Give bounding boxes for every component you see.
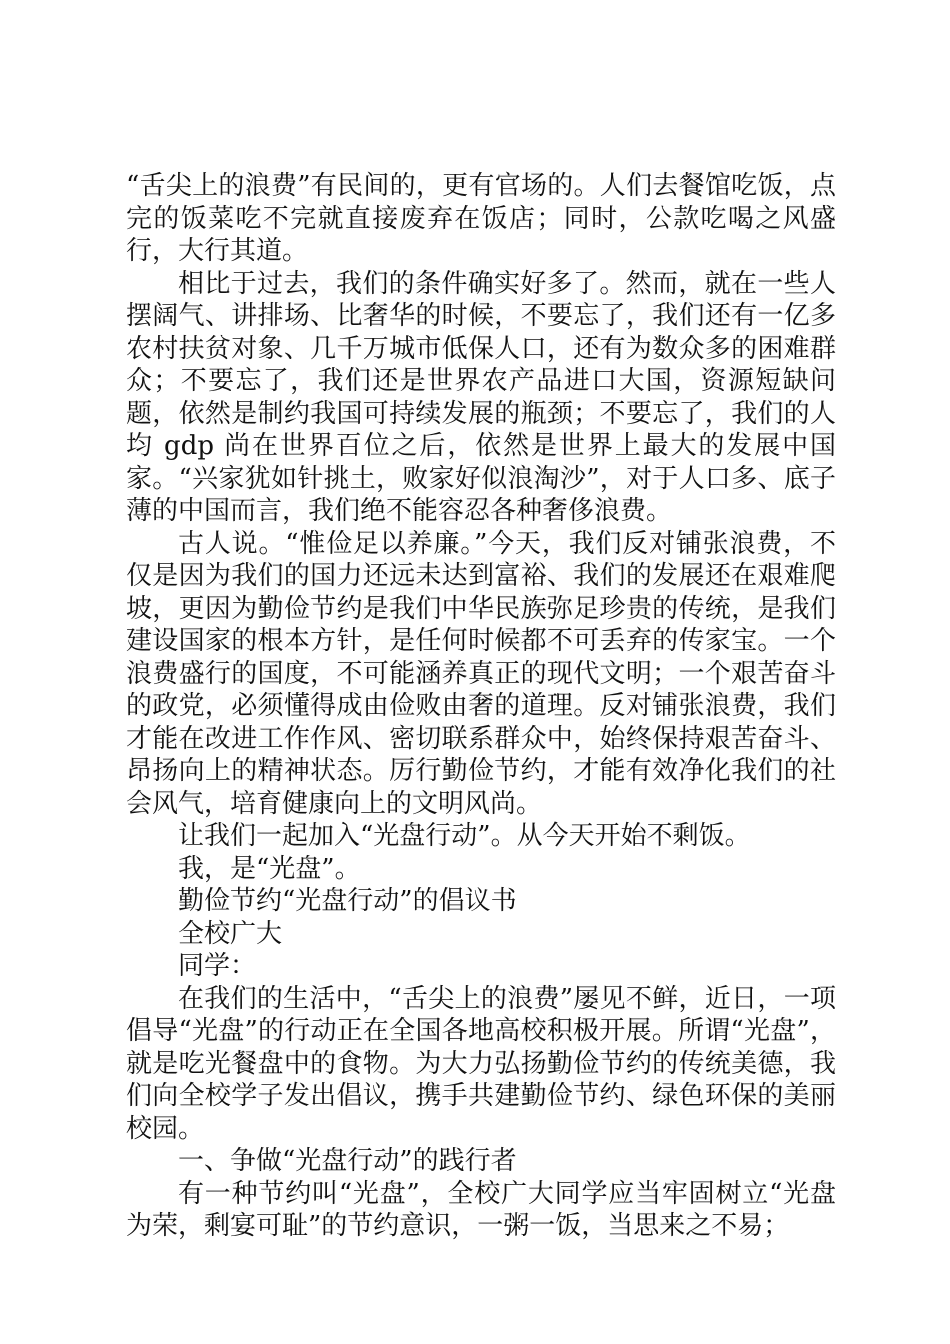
paragraph-i-am-guangpan: 我，是“光盘”。 [178, 853, 361, 884]
paragraph-ancient-saying: 古人说。“惟俭足以养廉。”今天，我们反对铺张浪费，不仅是因为我们的国力还远未达到富裕、我们的发展还在艰难爬坡，更因为勤俭节约是我们中华民族弥足珍贵的传统，是我们建设国家的根本方针，是任何时候都不可丢弃的传家宝。一个浪费盛行的国度，不可能涵养真正的现代文明；一个艰苦奋斗的政党，必须懂得成由俭败由奢的道理。反对铺张浪费，我们才能在改进工作作风、密切联系群众中，始终保持艰苦奋斗、昂扬向上的精神状态。厉行勤俭节约，才能有效净化我们的社会风气，培育健康向上的文明风尚。 [126, 528, 836, 819]
paragraph-section-1: 有一种节约叫“光盘”，全校广大同学应当牢固树立“光盘为荣，剩宴可耻”的节约意识，一粥一饭，当思来之不易； [126, 1178, 836, 1241]
document-body [126, 170, 836, 1243]
paragraph-waste-intro: “舌尖上的浪费”有民间的，更有官场的。人们去餐馆吃饭，点完的饭菜吃不完就直接废弃在饭店；同时，公款吃喝之风盛行，大行其道。 [126, 171, 836, 266]
proposal-title: 勤俭节约“光盘行动”的倡议书 [178, 886, 517, 916]
paragraph-join-action: 让我们一起加入“光盘行动”。从今天开始不剩饭。 [178, 821, 751, 851]
salutation-line-1: 全校广大 [178, 918, 283, 949]
paragraph-proposal-intro: 在我们的生活中，“舌尖上的浪费”屡见不鲜，近日，一项倡导“光盘”的行动正在全国各地高校积极开展。所谓“光盘”，就是吃光餐盘中的食物。为大力弘扬勤俭节约的传统美德，我们向全校学子发出倡议，携手共建勤俭节约、绿色环保的美丽校园。 [126, 983, 836, 1144]
section-heading-1: 一、争做“光盘行动”的践行者 [178, 1146, 517, 1176]
paragraph-conditions: 相比于过去，我们的条件确实好多了。然而，就在一些人摆阔气、讲排场、比奢华的时候，不要忘了，我们还有一亿多农村扶贫对象、几千万城市低保人口，还有为数众多的困难群众；不要忘了，我们还是世界农产品进口大国，资源短缺问题，依然是制约我国可持续发展的瓶颈；不要忘了，我们的人均 gdp 尚在世界百位之后，依然是世界上最大的发展中国家。“兴家犹如针挑土，败家好似浪淘沙”，对于人口多、底子薄的中国而言，我们绝不能容忍各种奢侈浪费。 [126, 268, 836, 526]
salutation-line-2: 同学： [178, 951, 257, 981]
